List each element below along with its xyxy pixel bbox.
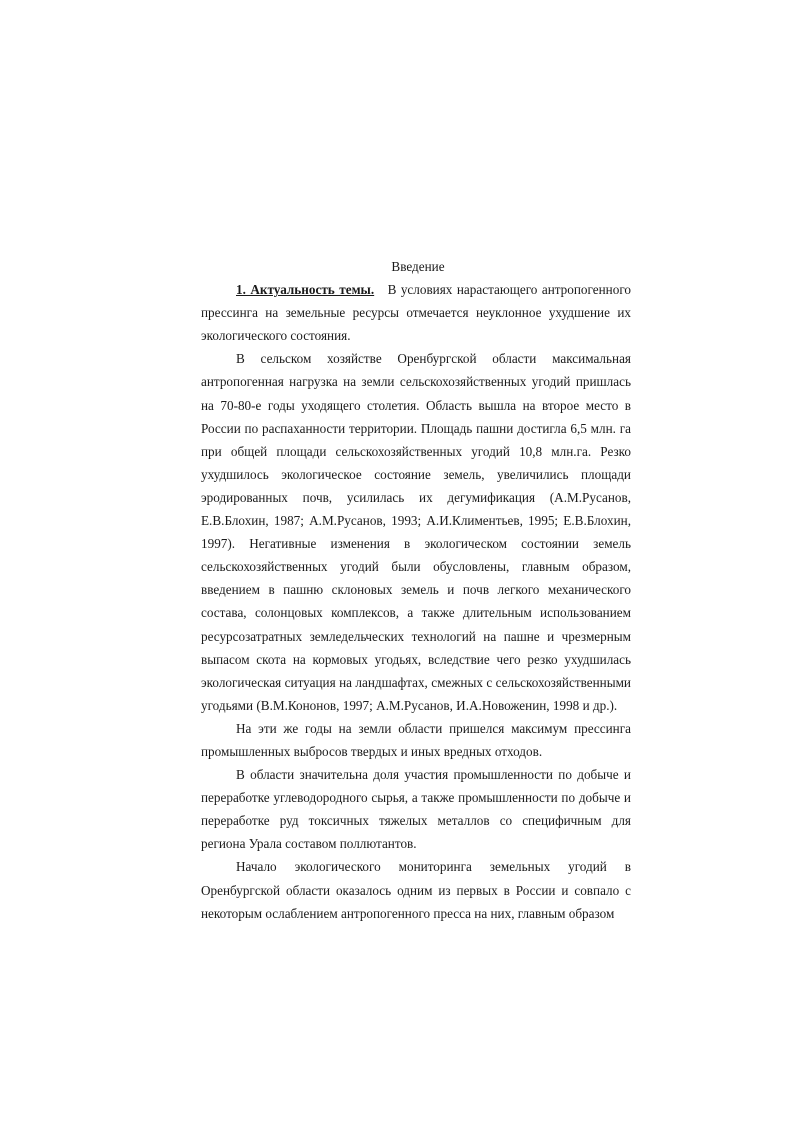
paragraph-3: На эти же годы на земли области пришелся максимум прессинга промышленных выбросов твердых и иных вредных отходов. [201,720,631,759]
topic-title: 1. Актуальность темы. [236,282,375,298]
page-heading: Введение [391,259,445,274]
paragraph-1 [201,278,631,347]
paragraph-2: В сельском хозяйстве Оренбургской области максимальная антропогенная нагрузка на земли сельскохозяйственных угодий пришлась на 70-80-е годы уходящего столетия. Область вышла на второе место в России по распаханности территории. Площадь пашни достигла 6,5 млн. га при общей площади сельскохозяйственных угодий 10,8 млн.га. Резко ухудшилось экологическое состояние земель, увеличились площади эродированных почв, усилилась их дегумификация (А.М.Русанов, Е.В.Блохин, 1987; А.М.Русанов, 1993; А.И.Климентьев, 1995; Е.В.Блохин, 1997). Негативные изменения в экологическом состоянии земель сельскохозяйственных угодий были обусловлены, главным образом, введением в пашню склоновых земель и почв легкого механического состава, солонцовых комплексов, а также длительным использованием ресурсозатратных земледельческих технологий на пашне и чрезмерным выпасом скота на кормовых угодьях, вследствие чего резко ухудшилась экологическая ситуация на ландшафтах, смежных с сельскохозяйственными угодьями (В.М.Кононов, 1997; А.М.Русанов, И.А.Новоженин, 1998 и др.). [201,351,631,713]
paragraph-1-text: В условиях нарастающего антропогенного прессинга на земельные ресурсы отмечается неуклонное ухудшение их экологического состояния. [201,282,631,344]
paragraph-5: Начало экологического мониторинга земельных угодий в Оренбургской области оказалось одним из первых в России и совпало с некоторым ослаблением антропогенного пресса на них, главным образом [201,859,631,921]
paragraph-4: В области значительна доля участия промышленности по добыче и переработке углеводородного сырья, а также промышленности по добыче и переработке руд токсичных тяжелых металлов со специфичным для региона Урала составом поллютантов. [201,767,631,852]
document-body [201,255,631,925]
